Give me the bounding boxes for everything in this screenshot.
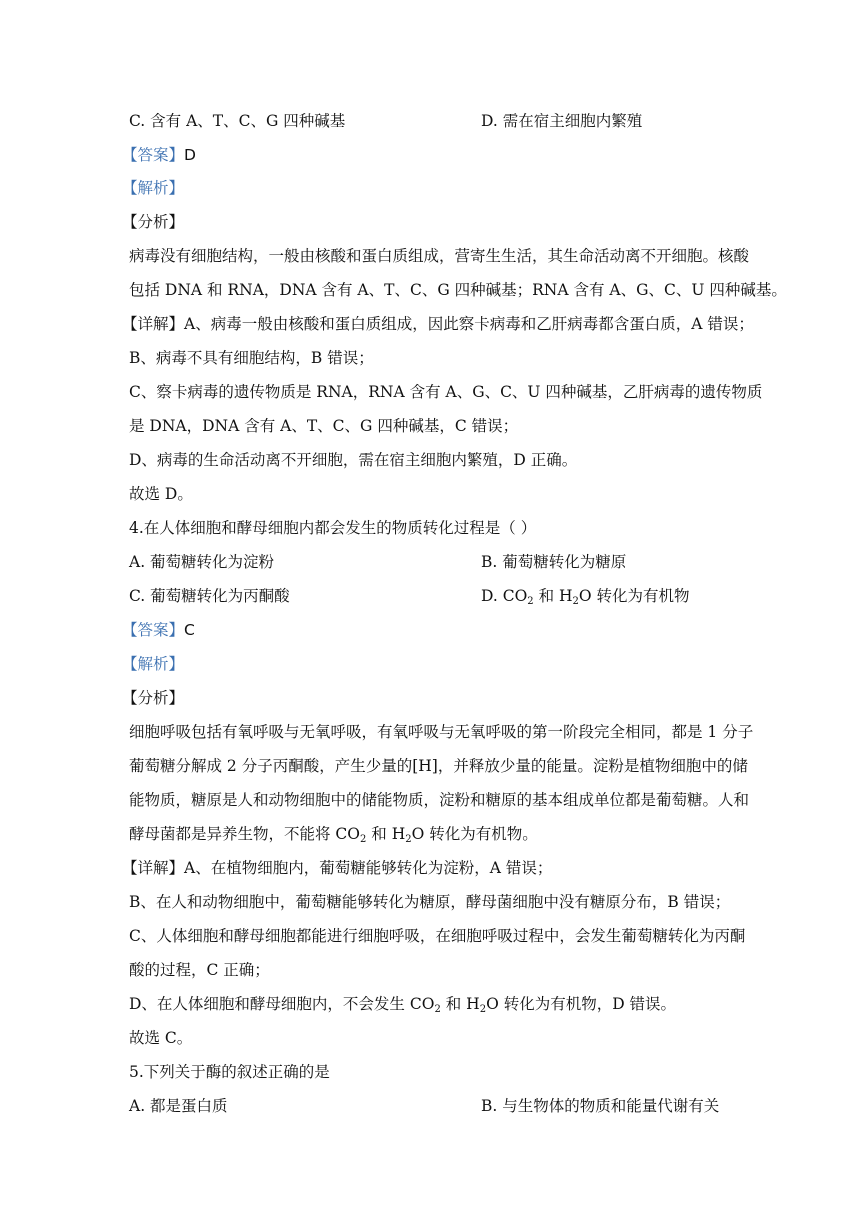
q3-detail-line — [122, 313, 754, 335]
q4-option-c: C. 葡萄糖转化为丙酮酸 — [129, 587, 290, 605]
q4-fenxi-heading: 【分析】 — [122, 689, 185, 707]
q4-detail-line: 酸的过程，C 正确； — [129, 961, 270, 979]
q4-detail-line: B、在人和动物细胞中，葡萄糖能够转化为糖原，酵母菌细胞中没有糖原分布，B 错误； — [129, 893, 731, 911]
q4-analysis-line: 葡萄糖分解成 2 分子丙酮酸，产生少量的[H]，并释放少量的能量。淀粉是植物细胞中的储 — [129, 757, 748, 775]
q3-detail-line: D、病毒的生命活动离不开细胞，需在宿主细胞内繁殖，D 正确。 — [129, 451, 578, 469]
text: O 转化为有机物，D 错误。 — [486, 995, 677, 1013]
subscript: 2 — [434, 1004, 441, 1015]
q4-option-d — [481, 585, 690, 607]
text: O 转化为有机物。 — [411, 825, 538, 843]
subscript: 2 — [572, 596, 579, 607]
detail-text: A、病毒一般由核酸和蛋白质组成，因此察卡病毒和乙肝病毒都含蛋白质，A 错误； — [184, 315, 754, 333]
answer-value: C — [184, 621, 195, 639]
subscript: 2 — [527, 596, 534, 607]
q5-option-a: A. 都是蛋白质 — [129, 1097, 228, 1115]
detail-tag: 【详解】 — [122, 315, 185, 333]
q4-analysis-line — [129, 823, 538, 845]
q3-analysis-line: 包括 DNA 和 RNA，DNA 含有 A、T、C、G 四种碱基；RNA 含有 A、G、C、U 四种碱基。 — [129, 281, 787, 299]
subscript: 2 — [405, 834, 412, 845]
q3-detail-line: C、察卡病毒的遗传物质是 RNA，RNA 含有 A、G、C、U 四种碱基，乙肝病毒的遗传物质 — [129, 383, 763, 401]
q3-detail-line: B、病毒不具有细胞结构，B 错误； — [129, 349, 374, 367]
q4-stem: 4.在人体细胞和酵母细胞内都会发生的物质转化过程是（ ） — [129, 519, 537, 537]
q4-conclusion: 故选 C。 — [129, 1029, 193, 1047]
q4-option-b: B. 葡萄糖转化为糖原 — [481, 553, 627, 571]
subscript: 2 — [479, 1004, 487, 1015]
q3-detail-line: 是 DNA，DNA 含有 A、T、C、G 四种碱基，C 错误； — [129, 417, 519, 435]
text: O 转化为有机物 — [578, 587, 690, 605]
text: D、在人体细胞和酵母细胞内，不会发生 CO — [129, 995, 435, 1013]
q4-detail-line — [122, 857, 552, 879]
text: 和 H — [533, 587, 573, 605]
q4-analysis-line: 细胞呼吸包括有氧呼吸与无氧呼吸，有氧呼吸与无氧呼吸的第一阶段完全相同，都是 1 分子 — [129, 723, 754, 741]
q3-option-d: D. 需在宿主细胞内繁殖 — [481, 112, 643, 130]
text: 酵母菌都是异养生物，不能将 CO — [129, 825, 360, 843]
q4-answer — [122, 619, 195, 641]
q5-stem: 5.下列关于酶的叙述正确的是 — [129, 1063, 330, 1081]
answer-value: D — [184, 146, 196, 164]
detail-text: A、在植物细胞内，葡萄糖能够转化为淀粉，A 错误； — [184, 859, 553, 877]
q3-answer — [122, 144, 196, 166]
text: 和 H — [440, 995, 480, 1013]
detail-tag: 【详解】 — [122, 859, 185, 877]
text: D. CO — [481, 587, 528, 605]
q3-analysis-line: 病毒没有细胞结构，一般由核酸和蛋白质组成，营寄生生活，其生命活动离不开细胞。核酸 — [129, 247, 750, 265]
q4-jiexi-heading: 【解析】 — [122, 655, 185, 673]
subscript: 2 — [360, 834, 367, 845]
q3-option-c: C. 含有 A、T、C、G 四种碱基 — [129, 112, 346, 130]
answer-label: 【答案】 — [122, 621, 185, 639]
q4-detail-line — [129, 993, 676, 1015]
q4-detail-line: C、人体细胞和酵母细胞都能进行细胞呼吸，在细胞呼吸过程中，会发生葡萄糖转化为丙酮 — [129, 927, 746, 945]
text: 和 H — [366, 825, 406, 843]
answer-label: 【答案】 — [122, 146, 185, 164]
q3-jiexi-heading: 【解析】 — [122, 179, 185, 197]
q5-option-b: B. 与生物体的物质和能量代谢有关 — [481, 1097, 720, 1115]
q3-fenxi-heading: 【分析】 — [122, 213, 185, 231]
q4-analysis-line: 能物质，糖原是人和动物细胞中的储能物质，淀粉和糖原的基本组成单位都是葡萄糖。人和 — [129, 791, 750, 809]
q4-option-a: A. 葡萄糖转化为淀粉 — [129, 553, 275, 571]
q3-conclusion: 故选 D。 — [129, 485, 193, 503]
